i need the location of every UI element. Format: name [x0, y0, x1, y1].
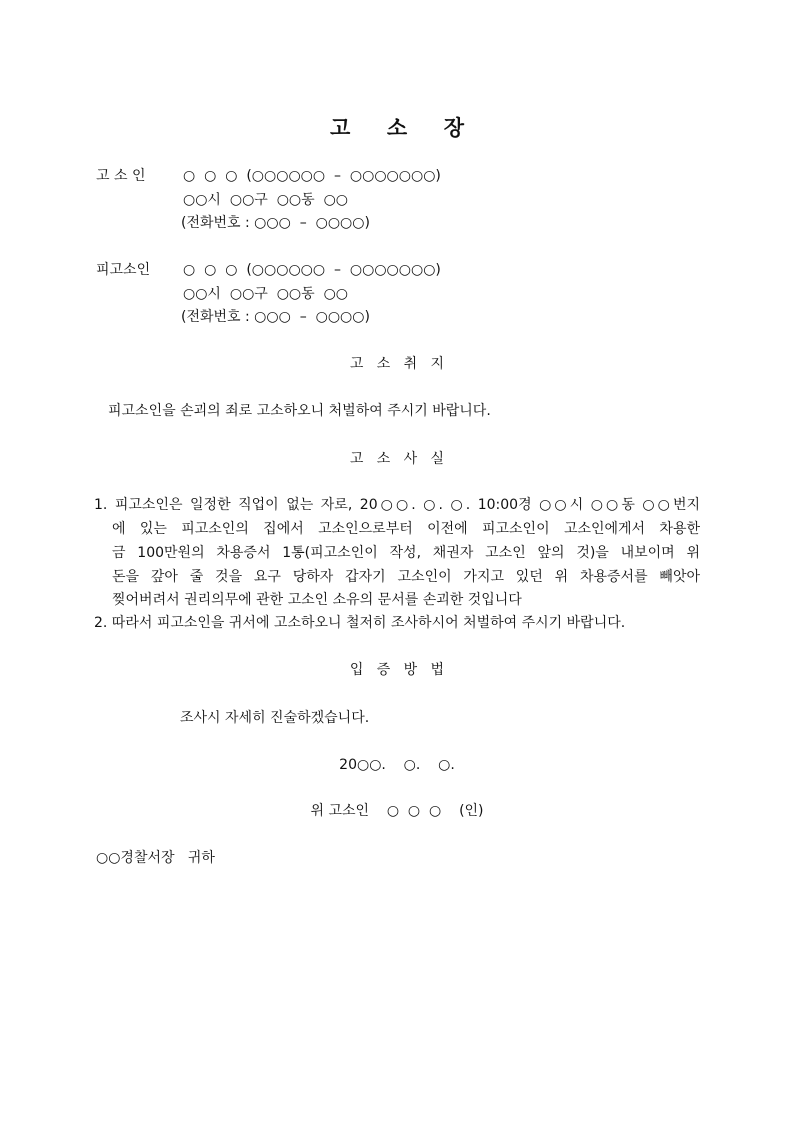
complainant-address: ○○시 ○○구 ○○동 ○○ [183, 192, 348, 208]
accused-label: 피고소인 [96, 262, 151, 278]
accused-phone: (전화번호 : ○○○ – ○○○○) [181, 309, 370, 325]
addressee: ○○경찰서장 귀하 [96, 850, 215, 866]
facts-item-2: 2. 따라서 피고소인을 귀서에 고소하오니 철저히 조사하시어 처벌하여 주시기 바랍니다. [94, 615, 626, 631]
purpose-text: 피고소인을 손괴의 죄로 고소하오니 처벌하여 주시기 바랍니다. [108, 403, 491, 419]
signature-line: 위 고소인 ○ ○ ○ (인) [310, 803, 484, 819]
purpose-heading: 고 소 취 지 [349, 356, 445, 372]
complainant-name: ○ ○ ○ (○○○○○○ – ○○○○○○○) [183, 168, 441, 184]
facts-line: 에 있는 피고소인의 집에서 고소인으로부터 이전에 피고소인이 고소인에게서 차용한 [112, 521, 700, 537]
facts-line: 돈을 갚아 줄 것을 요구 당하자 갑자기 고소인이 가지고 있던 위 차용증서를 빼앗아 [112, 569, 700, 585]
document-title: 고 소 장 [330, 116, 464, 140]
facts-heading: 고 소 사 실 [349, 451, 445, 467]
complainant-label: 고 소 인 [96, 168, 146, 184]
complainant-phone: (전화번호 : ○○○ – ○○○○) [181, 215, 370, 231]
facts-line: 찢어버려서 권리의무에 관한 고소인 소유의 문서를 손괴한 것입니다 [112, 592, 522, 608]
accused-address: ○○시 ○○구 ○○동 ○○ [183, 286, 348, 302]
document-date: 20○○. ○. ○. [339, 757, 455, 773]
facts-line: 1. 피고소인은 일정한 직업이 없는 자로, 20○○. ○. ○. 10:00경 ○○시 ○○동 ○○번지 [94, 497, 700, 513]
facts-line: 금 100만원의 차용증서 1통(피고소인이 작성, 채권자 고소인 앞의 것)을 내보이며 위 [112, 545, 700, 561]
evidence-heading: 입 증 방 법 [349, 662, 445, 678]
evidence-text: 조사시 자세히 진술하겠습니다. [180, 710, 370, 726]
accused-name: ○ ○ ○ (○○○○○○ – ○○○○○○○) [183, 262, 441, 278]
